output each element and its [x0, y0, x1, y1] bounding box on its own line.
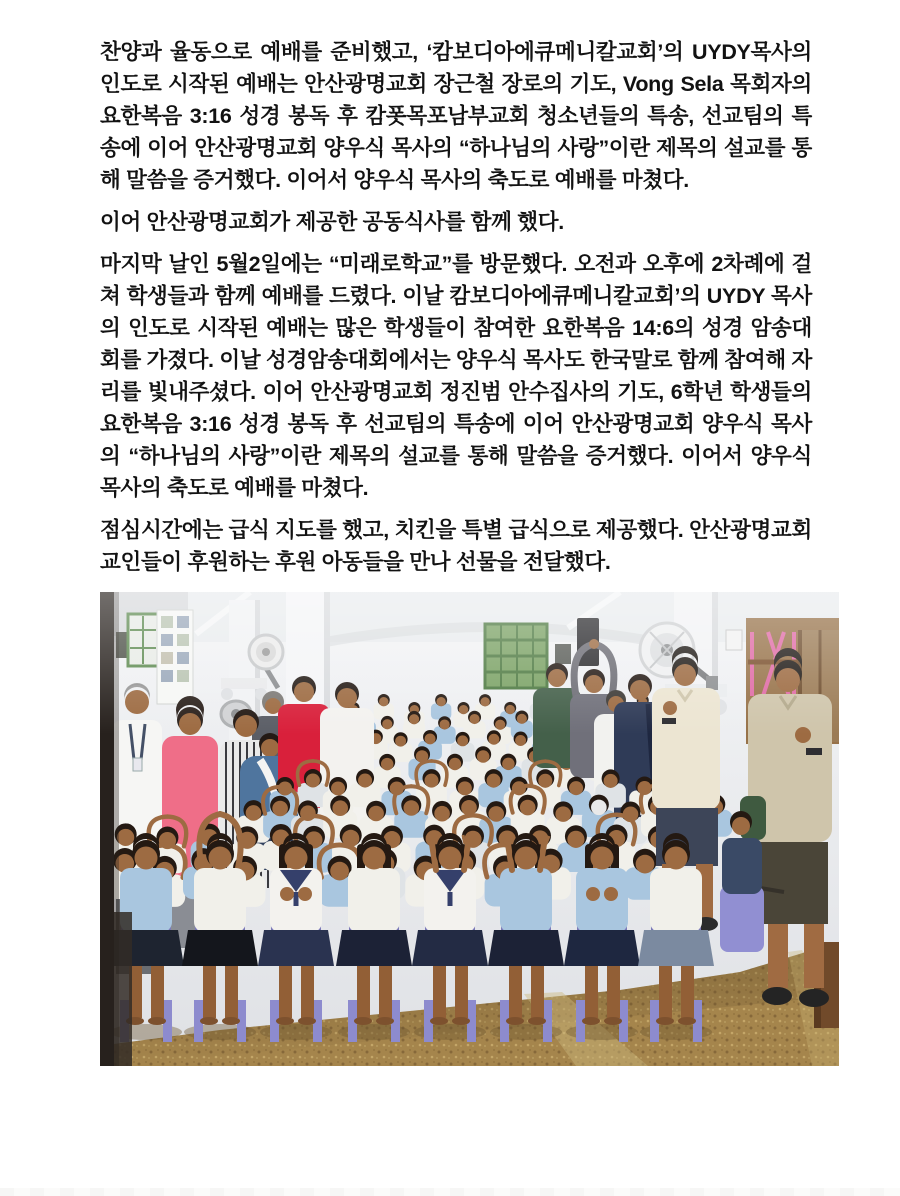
paragraph-1: 찬양과 율동으로 예배를 준비했고, ‘캄보디아에큐메니칼교회’의 UYDY목사의 인도로 시작된 예배는 안산광명교회 장근철 장로의 기도, Vong Sela 목회자의 요한복음 3:16 성경 봉독 후 캄폿목포남부교회 청소년들의 특송, 선교팀의 특송에 이어 안산광명교회 양우식 목사의 “하나님의 사랑”이란 제목의 설교를 통해 말씀을 증거했다. 이어서 양우식 목사의 축도로 예배를 마쳤다.	[100, 40, 812, 192]
next-image-top-edge	[0, 1188, 900, 1196]
paragraph-2: 이어 안산광명교회가 제공한 공동식사를 함께 했다.	[100, 210, 564, 234]
group-photo-scene	[100, 592, 839, 1066]
paragraph-4: 점심시간에는 급식 지도를 했고, 치킨을 특별 급식으로 제공했다. 안산광명교회 교인들이 후원하는 후원 아동들을 만나 선물을 전달했다.	[100, 518, 812, 574]
photo-edges	[100, 592, 839, 1066]
group-photo	[100, 592, 839, 1066]
article-text	[0, 0, 900, 578]
paragraph-3: 마지막 날인 5월2일에는 “미래로학교”를 방문했다. 오전과 오후에 2차례에 걸쳐 학생들과 함께 예배를 드렸다. 이날 캄보디아에큐메니칼교회’의 UYDY 목사의 인도로 시작된 예배는 많은 학생들이 참여한 요한복음 14:6의 성경 암송대회를 가졌다. 이날 성경암송대회에서는 양우식 목사도 한국말로 함께 참여해 자리를 빛내주셨다. 이어 안산광명교회 정진범 안수집사의 기도, 6학년 학생들의 요한복음 3:16 성경 봉독 후 선교팀의 특송에 이어 안산광명교회 양우식 목사의 “하나님의 사랑”이란 제목의 설교를 통해 말씀을 증거했다. 이어서 양우식 목사의 축도로 예배를 마쳤다.	[100, 252, 812, 500]
